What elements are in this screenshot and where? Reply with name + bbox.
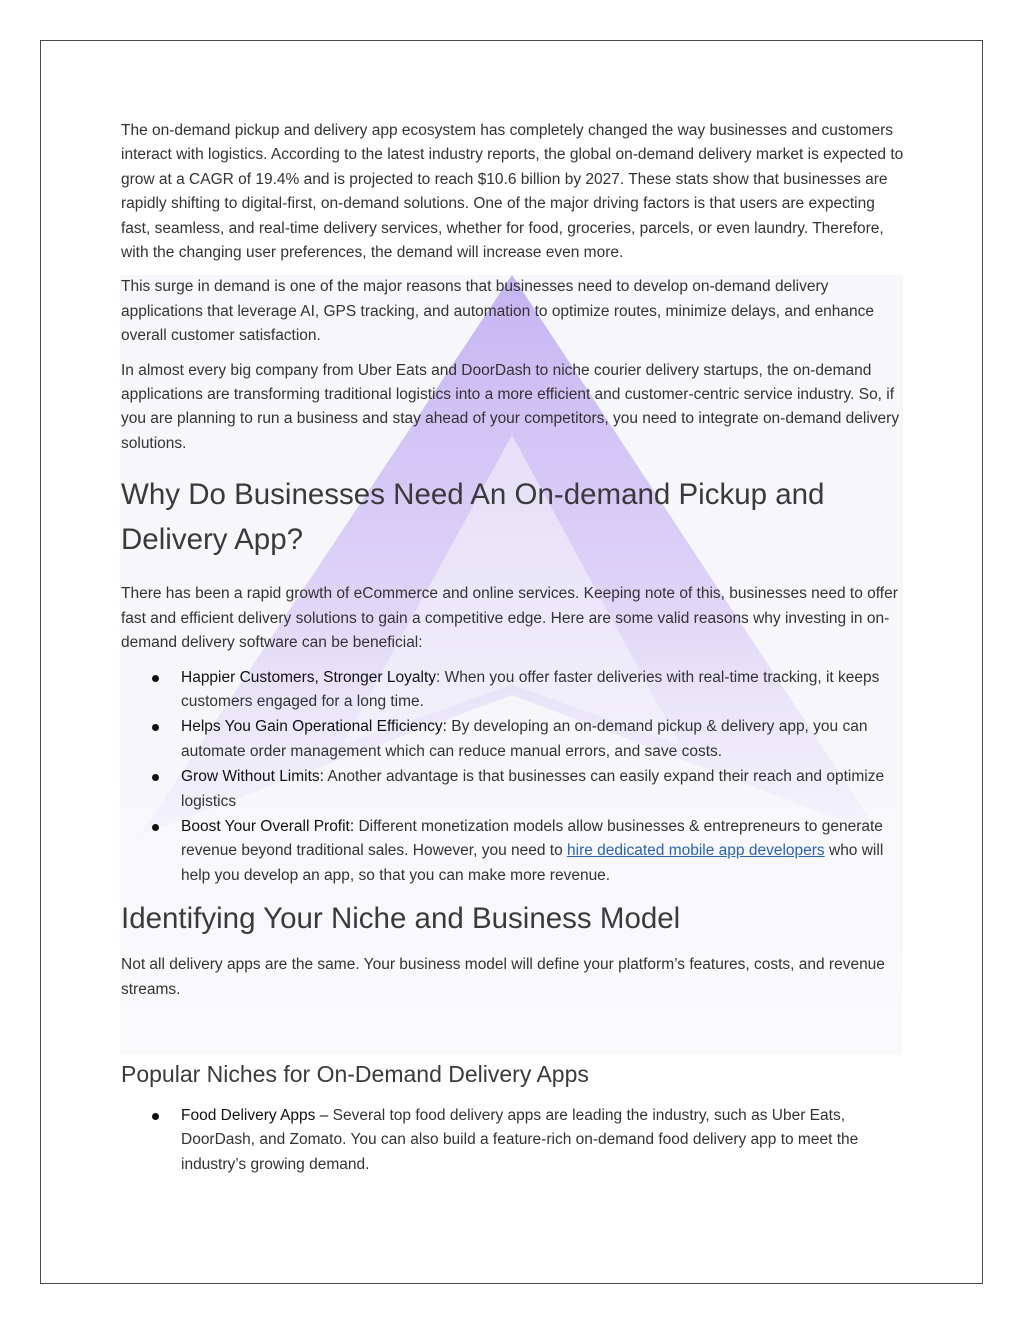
niches-list	[121, 1104, 907, 1177]
bullet-text: Another advantage is that businesses can easily expand their reach and optimize logistics	[181, 768, 885, 810]
bullet-icon	[152, 824, 159, 831]
bullet-icon	[152, 675, 159, 682]
bullet-text: By developing an on-demand pickup & delivery app, you can automate order management which can reduce manual errors, and save costs.	[181, 718, 868, 760]
list-item	[121, 765, 907, 814]
benefits-list	[121, 666, 907, 889]
bullet-text-after: who will help you develop an app, so that you can make more revenue.	[181, 842, 884, 884]
heading-why-businesses: Why Do Businesses Need An On-demand Pickup and Delivery App?	[121, 478, 825, 557]
bullet-icon	[152, 1113, 159, 1120]
bullet-term: Grow Without Limits:	[181, 768, 324, 786]
bullet-icon	[152, 774, 159, 781]
list-item	[121, 815, 907, 888]
bullet-term: Boost Your Overall Profit:	[181, 817, 355, 835]
heading-identifying-niche: Identifying Your Niche and Business Model	[121, 902, 681, 936]
intro-paragraph-3: In almost every big company from Uber Eats and DoorDash to niche courier delivery startups, the on-demand applications are transforming traditional logistics into a more efficient and customer-centric service industry. So, if you are planning to run a business and stay ahead of your competitors, you need to integrate on-demand delivery solutions.	[121, 361, 900, 452]
bullet-text: : When you offer faster deliveries with real-time tracking, it keeps customers engaged for a long time.	[181, 668, 880, 710]
bullet-icon	[152, 724, 159, 731]
hire-developers-link[interactable]: hire dedicated mobile app developers	[567, 842, 825, 860]
intro-paragraph-1: The on-demand pickup and delivery app ecosystem has completely changed the way businesses and customers interact with logistics. According to the latest industry reports, the global on-demand delivery market is expected to grow at a CAGR of 19.4% and is projected to reach $10.6 billion by 2027. These stats show that businesses are rapidly shifting to digital-first, on-demand solutions. One of the major driving factors is that users are expecting fast, seamless, and real-time delivery services, whether for food, groceries, parcels, or even laundry. Therefore, with the changing user preferences, the demand will increase even more.	[121, 122, 904, 262]
why-intro-paragraph: There has been a rapid growth of eCommerce and online services. Keeping note of this, businesses need to offer fast and efficient delivery solutions to gain a competitive edge. Here are some valid reasons why investing in on-demand delivery software can be beneficial:	[121, 585, 898, 652]
bullet-text: Several top food delivery apps are leading the industry, such as Uber Eats, DoorDash, and Zomato. You can also build a feature-rich on-demand food delivery app to meet the industry’s growing demand.	[181, 1106, 859, 1173]
bullet-term: Helps You Gain Operational Efficiency:	[181, 718, 447, 736]
document-body	[121, 119, 907, 1178]
intro-paragraph-2: This surge in demand is one of the major reasons that businesses need to develop on-demand delivery applications that leverage AI, GPS tracking, and automation to optimize routes, minimize delays, and enhance overall customer satisfaction.	[121, 278, 875, 345]
heading-popular-niches: Popular Niches for On-Demand Delivery Apps	[121, 1060, 589, 1087]
list-item	[121, 1104, 907, 1177]
bullet-text: Different monetization models allow businesses & entrepreneurs to generate revenue beyond traditional sales. However, you need to	[181, 817, 883, 860]
list-item	[121, 715, 907, 764]
list-item	[121, 666, 907, 715]
niche-intro-paragraph: Not all delivery apps are the same. Your business model will define your platform’s features, costs, and revenue streams.	[121, 956, 885, 998]
bullet-term: Food Delivery Apps –	[181, 1106, 329, 1124]
bullet-term: Happier Customers, Stronger Loyalty	[181, 668, 437, 686]
